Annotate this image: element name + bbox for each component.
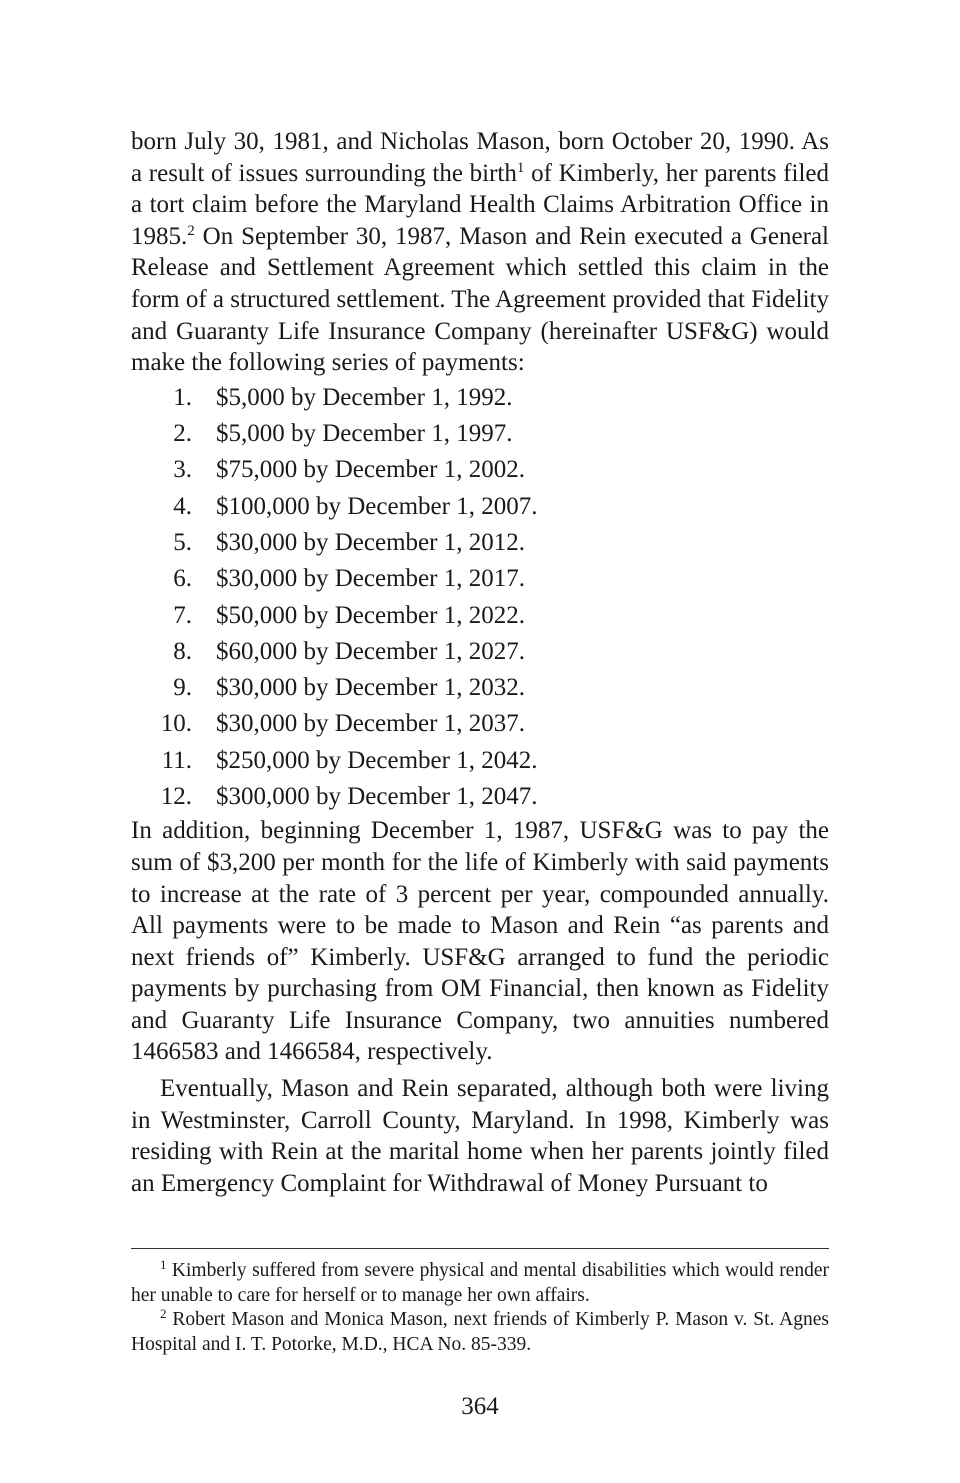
payment-schedule-list [131,380,829,816]
list-item: 7. $50,000 by December 1, 2022. [173,601,525,629]
list-item: 3. $75,000 by December 1, 2002. [173,456,525,484]
footnote-divider [131,1248,829,1249]
list-item: 1. $5,000 by December 1, 1992. [173,383,513,411]
footnote-ref-1[interactable]: 1 [516,159,525,176]
list-item: 10. $30,000 by December 1, 2037. [160,710,525,738]
list-item: 11. $250,000 by December 1, 2042. [161,746,538,774]
footnote-ref-2[interactable]: 2 [187,222,195,239]
list-item: 6. $30,000 by December 1, 2017. [173,565,525,593]
footnote-mark: 2 [160,1306,167,1321]
footnote-2: $^2$ Robert Mason and Monica Mason, next friends of Kimberly P. Mason v. St. Agnes Hospital and I. T. Potorke, M.D., HCA No. 85-339. [131,1306,829,1355]
list-item: 5. $30,000 by December 1, 2012. [173,528,525,556]
page-number: 364 [461,1393,499,1420]
paragraph-1: born July 30, 1981, and Nicholas Mason, born October 20, 1990. As a result of issues surrounding the birth$^1$ of Kimberly, her parents filed a tort claim before the Maryland Health Claims Arbitration Office in 1985.$^2$ On September 30, 1987, Mason and Rein executed a General Release and Settlement Agreement which settled this claim in the form of a structured settlement. The Agreement provided that Fidelity and Guaranty Life Insurance Company (hereinafter USF&G) would make the following series of payments: [131,128,829,377]
list-item: 8. $60,000 by December 1, 2027. [173,637,525,665]
list-item: 12. $300,000 by December 1, 2047. [160,783,538,811]
list-item: 2. $5,000 by December 1, 1997. [173,420,513,448]
paragraph-3: Eventually, Mason and Rein separated, although both were living in Westminster, Carroll County, Maryland. In 1998, Kimberly was residing with Rein at the marital home when her parents jointly filed an Emergency Complaint for Withdrawal of Money Pursuant to [131,1075,829,1197]
list-item: 9. $30,000 by December 1, 2032. [173,674,525,702]
page-body [131,126,829,1199]
list-item: 4. $100,000 by December 1, 2007. [173,492,538,520]
footnote-1: $^1$ Kimberly suffered from severe physical and mental disabilities which would render her unable to care for herself or to manage her own affairs. [131,1257,829,1306]
footnotes [131,1259,829,1357]
footnote-mark: 1 [160,1257,167,1272]
paragraph-2: In addition, beginning December 1, 1987, USF&G was to pay the sum of $3,200 per month for the life of Kimberly with said payments to increase at the rate of 3 percent per year, compounded annually. All payments were to be made to Mason and Rein “as parents and next friends of” Kimberly. USF&G arranged to fund the periodic payments by purchasing from OM Financial, then known as Fidelity and Guaranty Life Insurance Company, two annuities numbered 1466583 and 1466584, respectively. [131,817,829,1066]
